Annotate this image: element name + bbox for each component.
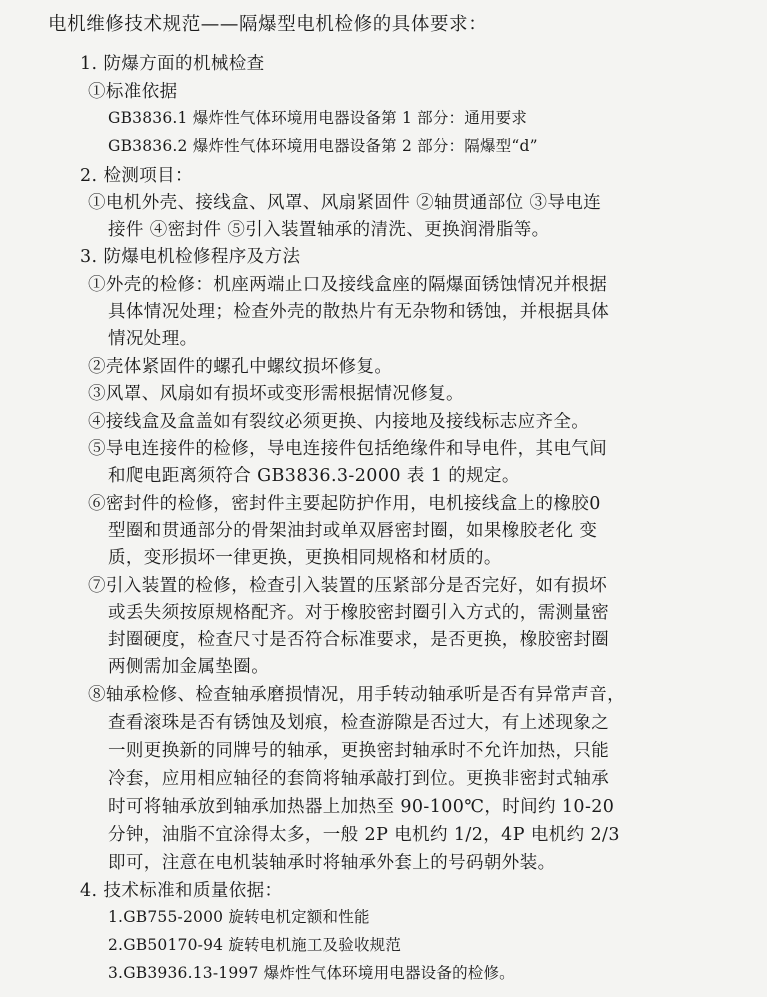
section-2-line-2: 接件 ④密封件 ⑤引入装置轴承的清洗、更换润滑脂等。 <box>108 220 550 240</box>
item-7-line-4: 两侧需加金属垫圈。 <box>108 657 270 677</box>
item-6-line-1: ⑥密封件的检修，密封件主要起防护作用，电机接线盒上的橡胶0 <box>88 494 601 514</box>
reference-3: 3.GB3936.13-1997 爆炸性气体环境用电器设备的检修。 <box>108 964 515 982</box>
item-5-line-2: 和爬电距离须符合 GB3836.3-2000 表 1 的规定。 <box>108 466 520 486</box>
section-1-sub-heading: ①标准依据 <box>88 82 178 102</box>
item-6-line-2: 型圈和贯通部分的骨架油封或单双唇密封圈，如果橡胶老化 变 <box>108 521 598 541</box>
item-1-line-1: ①外壳的检修：机座两端止口及接线盒座的隔爆面锈蚀情况并根据 <box>88 275 608 295</box>
item-3: ③风罩、风扇如有损坏或变形需根据情况修复。 <box>88 384 464 404</box>
item-8-line-6: 分钟，油脂不宜涂得太多，一般 2P 电机约 1/2，4P 电机约 2/3 <box>108 825 620 845</box>
item-6-line-3: 质，变形损坏一律更换，更换相同规格和材质的。 <box>108 548 502 568</box>
item-7-line-2: 或丢失须按原规格配齐。对于橡胶密封圈引入方式的，需测量密 <box>108 603 610 623</box>
document-title: 电机维修技术规范——隔爆型电机检修的具体要求： <box>48 14 488 35</box>
item-1-line-2: 具体情况处理；检查外壳的散热片有无杂物和锈蚀，并根据具体 <box>108 302 610 322</box>
standard-gb3836-2: GB3836.2 爆炸性气体环境用电器设备第 2 部分：隔爆型“d” <box>108 137 538 155</box>
item-8-line-2: 查看滚珠是否有锈蚀及划痕，检查游隙是否过大，有上述现象之 <box>108 713 610 733</box>
item-5-line-1: ⑤导电连接件的检修，导电连接件包括绝缘件和导电件，其电气间 <box>88 439 608 459</box>
section-4-heading: 4. 技术标准和质量依据： <box>80 881 283 901</box>
item-8-line-3: 一则更换新的同牌号的轴承，更换密封轴承时不允许加热，只能 <box>108 741 610 761</box>
section-2-line-1: ①电机外壳、接线盒、风罩、风扇紧固件 ②轴贯通部位 ③导电连 <box>88 193 602 213</box>
item-7-line-3: 封圈硬度，检查尺寸是否符合标准要求，是否更换，橡胶密封圈 <box>108 630 610 650</box>
section-1-heading: 1. 防爆方面的机械检查 <box>80 54 265 74</box>
reference-2: 2.GB50170-94 旋转电机施工及验收规范 <box>108 936 402 954</box>
item-8-line-1: ⑧轴承检修、检查轴承磨损情况，用手转动轴承听是否有异常声音， <box>88 685 625 705</box>
section-2-heading: 2. 检测项目： <box>80 166 193 186</box>
reference-1: 1.GB755-2000 旋转电机定额和性能 <box>108 908 370 926</box>
item-1-line-3: 情况处理。 <box>108 329 198 349</box>
item-8-line-7: 即可，注意在电机装轴承时将轴承外套上的号码朝外装。 <box>108 853 556 873</box>
section-3-heading: 3. 防爆电机检修程序及方法 <box>80 247 301 267</box>
item-7-line-1: ⑦引入装置的检修，检查引入装置的压紧部分是否完好，如有损坏 <box>88 576 608 596</box>
item-2: ②壳体紧固件的螺孔中螺纹损坏修复。 <box>88 357 393 377</box>
item-8-line-4: 冷套，应用相应轴径的套筒将轴承敲打到位。更换非密封式轴承 <box>108 769 610 789</box>
standard-gb3836-1: GB3836.1 爆炸性气体环境用电器设备第 1 部分：通用要求 <box>108 109 528 127</box>
item-8-line-5: 时可将轴承放到轴承加热器上加热至 90-100℃，时间约 10-20 <box>108 797 615 817</box>
item-4: ④接线盒及盒盖如有裂纹必须更换、内接地及接线标志应齐全。 <box>88 412 590 432</box>
